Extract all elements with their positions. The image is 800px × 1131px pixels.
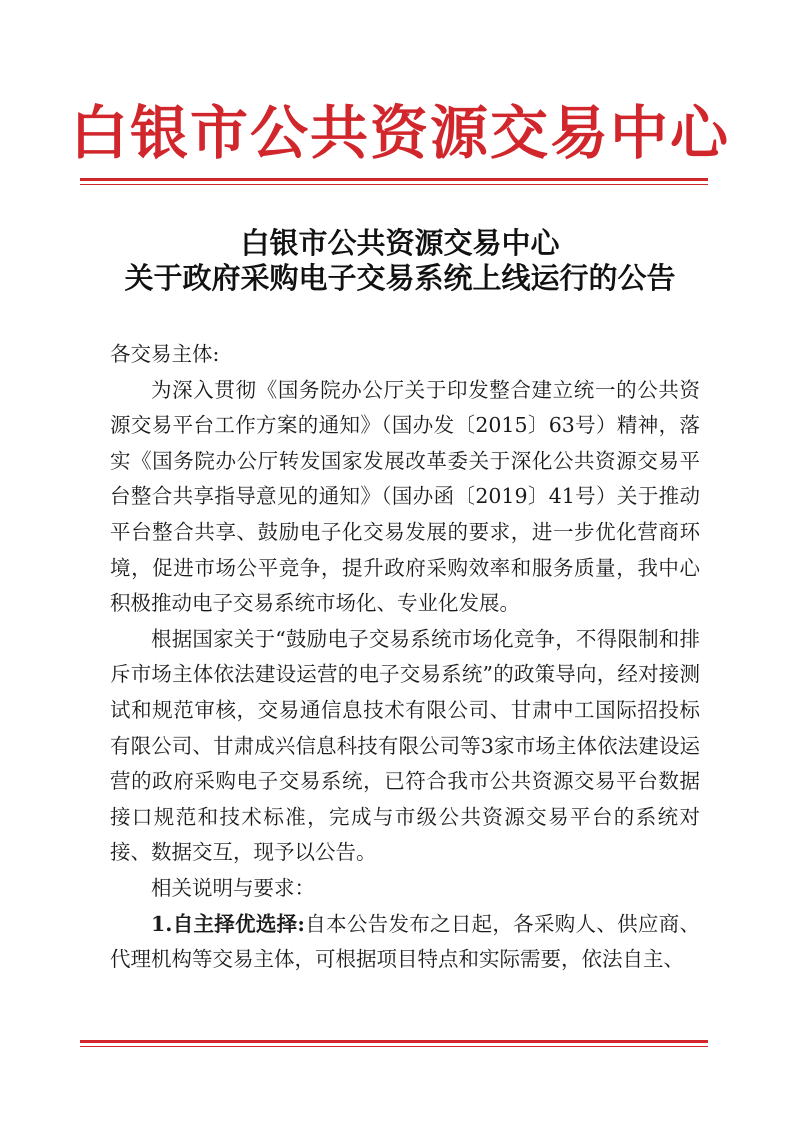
paragraph-3: 相关说明与要求： [151, 875, 315, 900]
masthead-title: 白银市公共资源交易中心 [69, 99, 730, 167]
footer-rule-thin [80, 1046, 708, 1047]
paragraph-2: 根据国家关于“鼓励电子交易系统市场化竞争，不得限制和排斥市场主体依法建设运营的电子交易系统”的政策导向，经对接测试和规范审核，交易通信息技术有限公司、甘肃中工国际招投标有限公司、甘肃成兴信息科技有限公司等3家市场主体依法建设运营的政府采购电子交易系统，已符合我市公共资源交易平台数据接口规范和技术标准，完成与市级公共资源交易平台的系统对接、数据交互，现予以公告。 [110, 626, 700, 865]
masthead-rule-thin [80, 184, 708, 185]
paragraph-1: 为深入贯彻《国务院办公厅关于印发整合建立统一的公共资源交易平台工作方案的通知》（国办发〔2015〕63号）精神，落实《国务院办公厅转发国家发展改革委关于深化公共资源交易平台整合共享指导意见的通知》（国办函〔2019〕41号）关于推动平台整合共享、鼓励电子化交易发展的要求，进一步优化营商环境，促进市场公平竞争，提升政府采购效率和服务质量，我中心积极推动电子交易系统市场化、专业化发展。 [110, 377, 700, 616]
notice-title-line1: 白银市公共资源交易中心 [240, 226, 560, 260]
item-1-lead: 1.自主择优选择: [151, 911, 305, 936]
masthead-rule-thick [80, 178, 708, 181]
item-1 [110, 907, 700, 978]
salutation: 各交易主体: [110, 342, 220, 366]
notice-body [110, 337, 700, 978]
footer-rule-thick [80, 1040, 708, 1043]
item-1-text: 自本公告发布之日起，各采购人、供应商、代理机构等交易主体，可根据项目特点和实际需要，依法自主、 [110, 911, 701, 972]
notice-title-line2: 关于政府采购电子交易系统上线运行的公告 [124, 261, 676, 295]
